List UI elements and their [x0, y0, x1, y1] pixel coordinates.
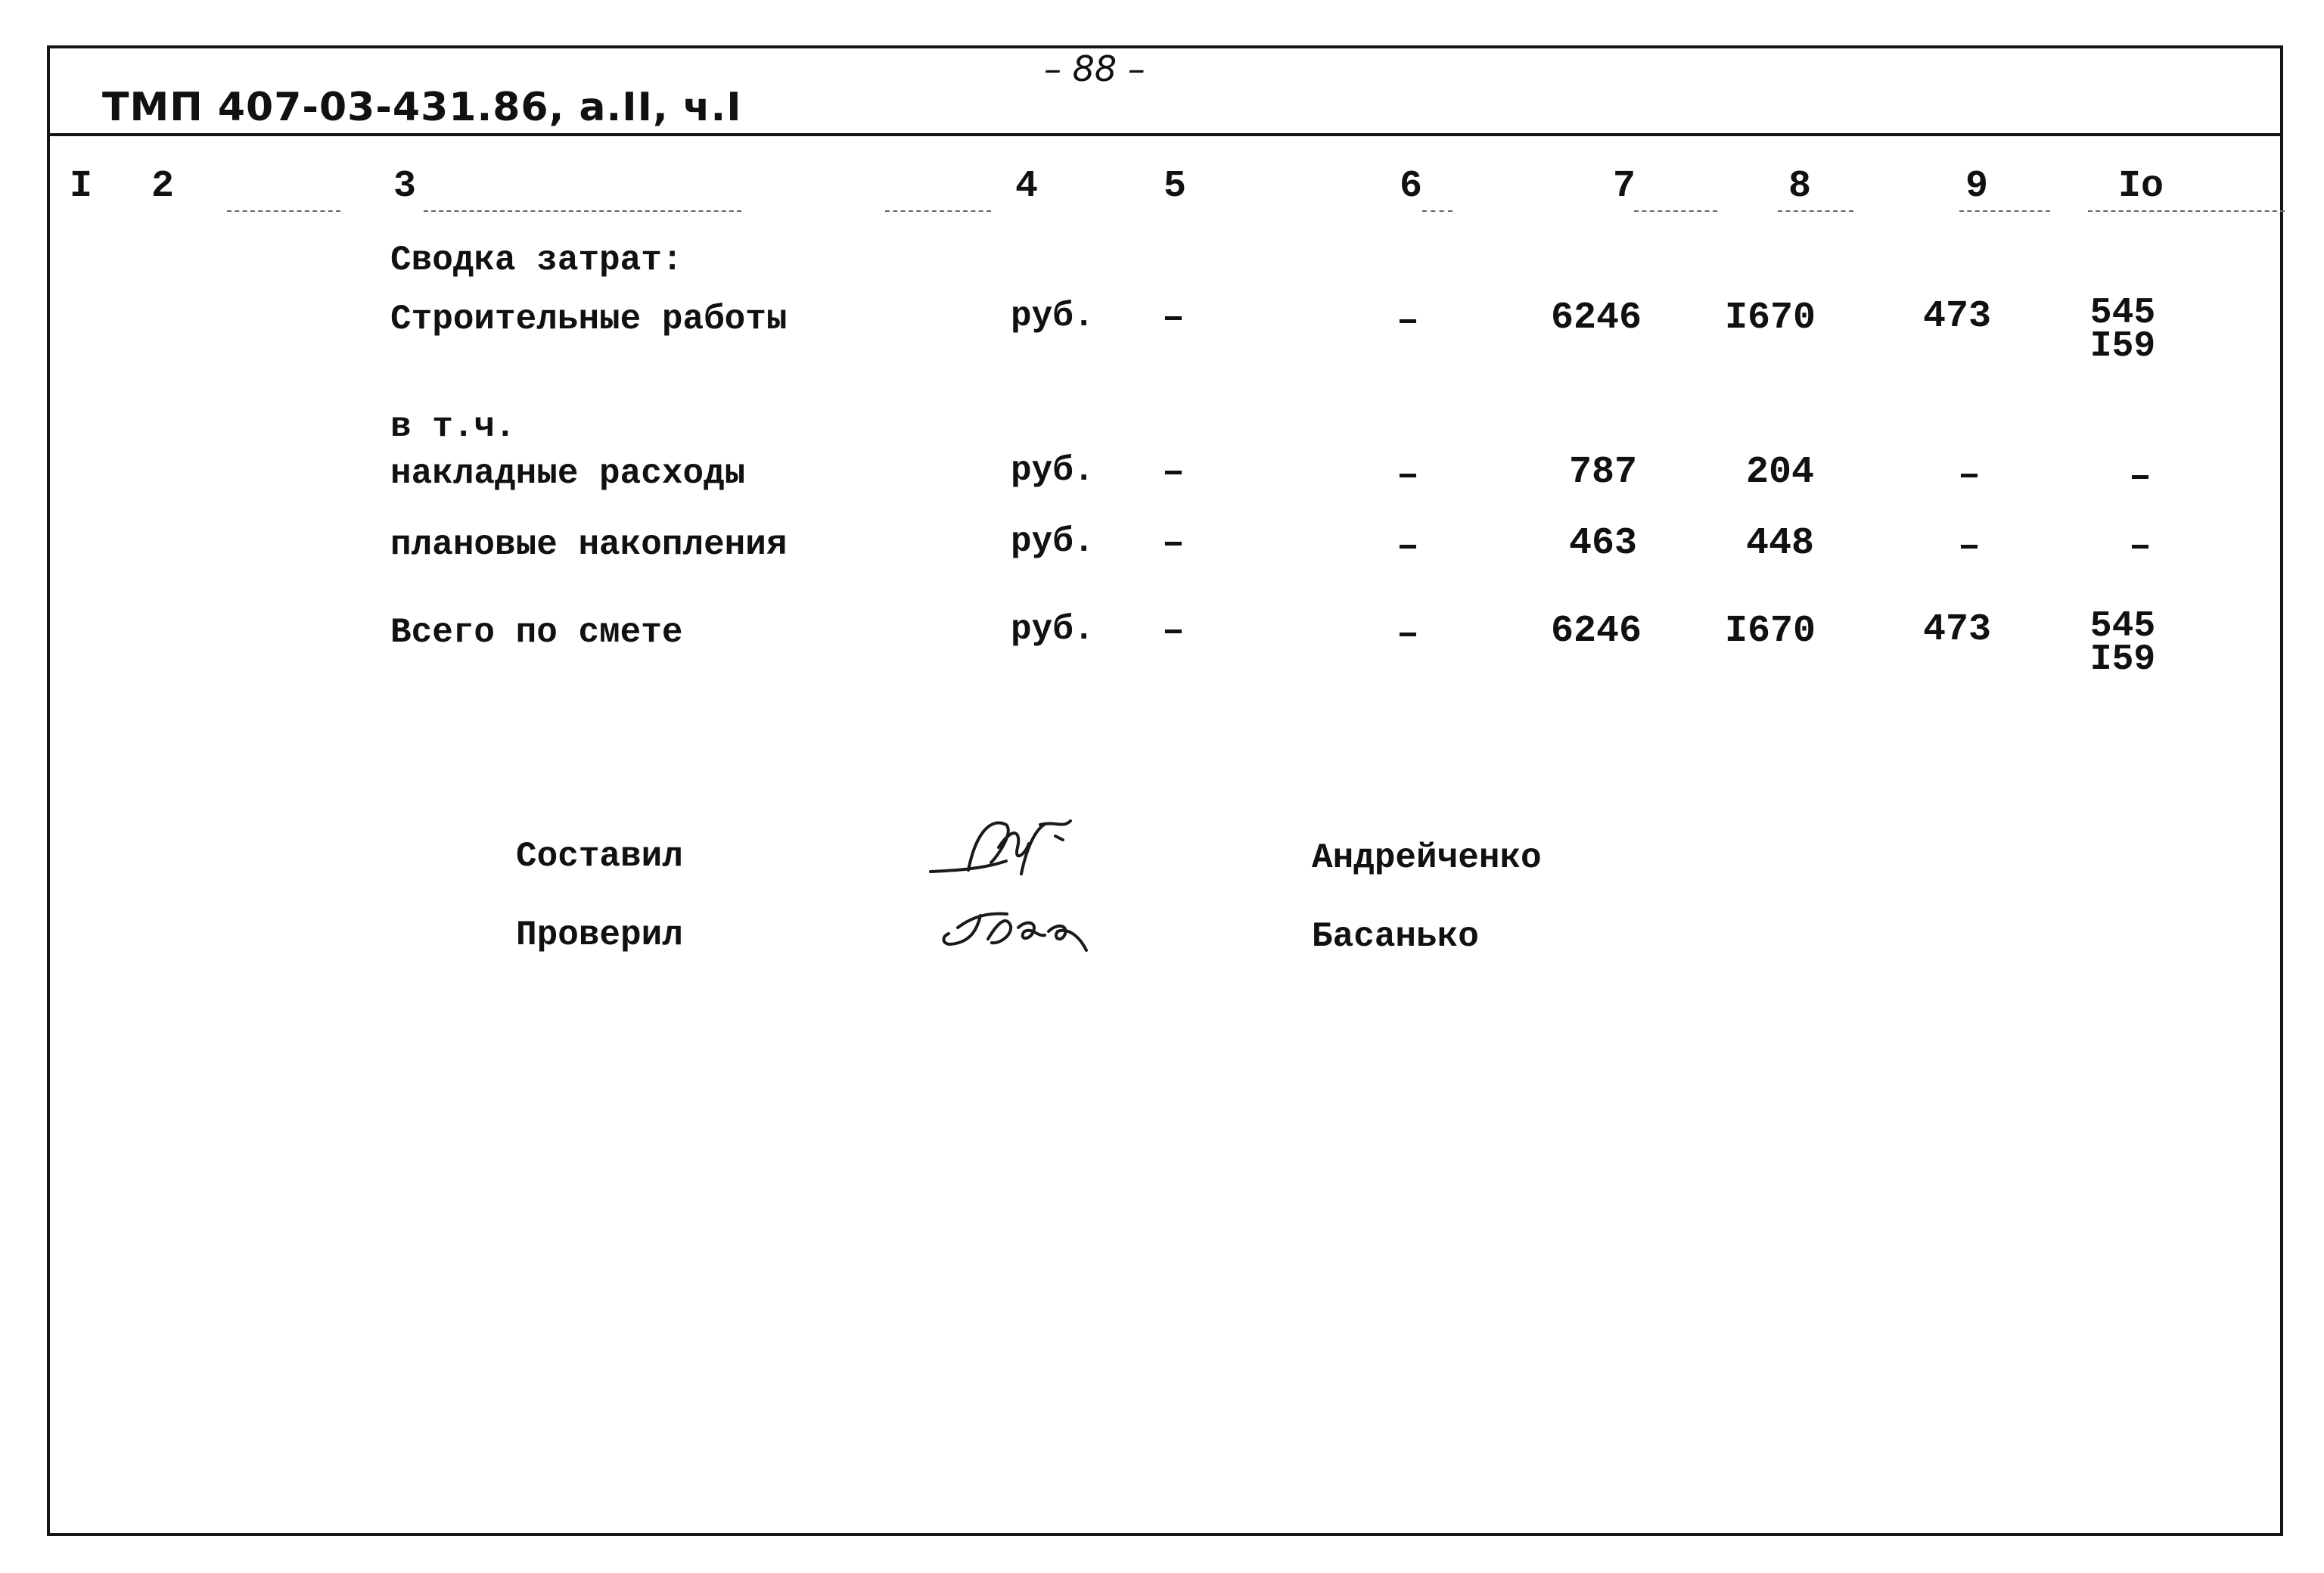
- page-number: – 88 –: [1044, 48, 1145, 89]
- summary-heading: Сводка затрат:: [390, 241, 683, 280]
- overhead-c9: –: [1958, 454, 1981, 497]
- column-number-2: 2: [151, 165, 175, 208]
- column-dash-rule: [227, 210, 340, 212]
- document-code: ТМП 407-03-431.86, а.II, ч.I: [102, 85, 742, 130]
- total-c7: 6246: [1550, 610, 1642, 653]
- overhead-label: накладные расходы: [390, 454, 746, 493]
- column-number-9: 9: [1965, 165, 1989, 208]
- column-dash-rule: [1634, 210, 1717, 212]
- total-c8: I670: [1724, 610, 1816, 653]
- planned-c10: –: [2129, 525, 2152, 568]
- total-c6: –: [1397, 613, 1420, 656]
- total-c10: [2077, 606, 2168, 680]
- overhead-c6: –: [1397, 454, 1420, 497]
- construction-c7: 6246: [1550, 297, 1642, 340]
- planned-unit: руб.: [1011, 522, 1095, 561]
- construction-unit: руб.: [1011, 297, 1095, 336]
- overhead-c10: –: [2129, 455, 2152, 499]
- construction-label: Строительные работы: [390, 300, 788, 339]
- including-label: в т.ч.: [390, 407, 516, 446]
- construction-c10-line2: I59: [2089, 326, 2156, 367]
- overhead-c8: 204: [1745, 451, 1814, 494]
- overhead-unit: руб.: [1011, 451, 1095, 490]
- column-dash-rule: [885, 210, 991, 212]
- total-c10-line1: 545: [2089, 606, 2156, 647]
- planned-c9: –: [1958, 525, 1981, 568]
- checked-by-label: Проверил: [516, 916, 683, 955]
- checked-by-name: Басанько: [1312, 917, 1479, 956]
- column-dash-rule: [1422, 210, 1452, 212]
- column-number-5: 5: [1164, 165, 1187, 208]
- total-label: Всего по смете: [390, 613, 683, 652]
- overhead-c7: 787: [1568, 451, 1637, 494]
- total-c5: –: [1162, 610, 1185, 653]
- checked-signature: [935, 897, 1109, 965]
- construction-c10: [2077, 293, 2168, 367]
- page-frame: [47, 45, 2283, 1536]
- column-dash-rule: [1778, 210, 1853, 212]
- column-number-10: Io: [2118, 165, 2164, 208]
- planned-c8: 448: [1745, 522, 1814, 565]
- construction-c5: –: [1162, 297, 1185, 340]
- construction-c10-line1: 545: [2089, 293, 2156, 334]
- column-dash-rule: [424, 210, 741, 212]
- total-unit: руб.: [1011, 610, 1095, 649]
- planned-label: плановые накопления: [390, 525, 788, 564]
- planned-c6: –: [1397, 525, 1420, 568]
- column-number-3: 3: [393, 165, 417, 208]
- planned-c5: –: [1162, 522, 1185, 565]
- planned-c7: 463: [1568, 522, 1637, 565]
- column-number-4: 4: [1015, 165, 1039, 208]
- total-c10-line2: I59: [2089, 639, 2156, 680]
- header-rule: [47, 133, 2283, 136]
- construction-c6: –: [1397, 300, 1420, 343]
- column-number-6: 6: [1400, 165, 1423, 208]
- column-dash-rule: [2088, 210, 2285, 212]
- compiled-by-label: Составил: [516, 837, 683, 876]
- column-number-8: 8: [1788, 165, 1812, 208]
- total-c9: 473: [1922, 608, 1991, 651]
- compiled-by-name: Андрейченко: [1312, 838, 1542, 878]
- column-number-7: 7: [1613, 165, 1636, 208]
- construction-c9: 473: [1922, 295, 1991, 338]
- construction-c8: I670: [1724, 297, 1816, 340]
- column-dash-rule: [1959, 210, 2050, 212]
- column-number-1: I: [70, 165, 93, 208]
- overhead-c5: –: [1162, 451, 1185, 494]
- compiled-signature: [915, 802, 1089, 885]
